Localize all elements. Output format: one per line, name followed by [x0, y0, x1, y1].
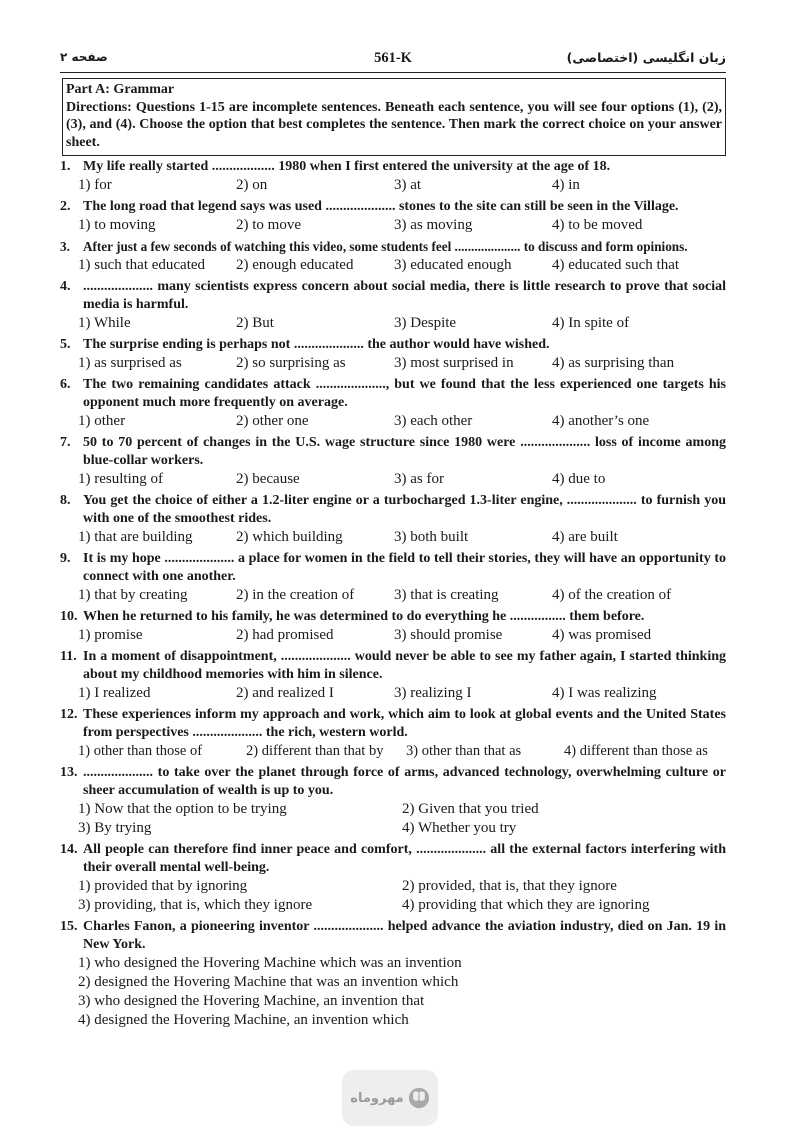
question-text: The long road that legend says was used .................... stones to the site can still be seen in the Village. — [83, 199, 679, 214]
option-1[interactable]: 1) that by creating — [78, 587, 188, 603]
questions-list — [60, 158, 726, 1030]
question-14 — [60, 841, 726, 915]
option-1[interactable]: 1) as surprised as — [78, 355, 182, 371]
option-3[interactable]: 3) who designed the Hovering Machine, an invention that — [78, 993, 425, 1009]
question-number: 15. — [60, 919, 78, 934]
question-number: 8. — [60, 493, 71, 508]
question-text: 50 to 70 percent of changes in the U.S. wage structure since 1980 were .................... loss of income among blue-collar workers. — [83, 435, 726, 468]
option-3[interactable]: 3) most surprised in — [394, 355, 514, 371]
option-4[interactable]: 4) in — [552, 177, 580, 193]
question-9 — [60, 550, 726, 605]
question-number: 7. — [60, 435, 71, 450]
option-2[interactable]: 2) because — [236, 471, 300, 487]
question-10 — [60, 608, 726, 645]
option-4[interactable]: 4) was promised — [552, 627, 652, 643]
question-number: 6. — [60, 377, 71, 392]
option-3[interactable]: 3) providing, that is, which they ignore — [78, 897, 313, 913]
option-4[interactable]: 4) to be moved — [552, 217, 643, 233]
option-1[interactable]: 1) for — [78, 177, 112, 193]
option-1[interactable]: 1) other than those of — [78, 743, 203, 759]
option-2[interactable]: 2) Given that you tried — [402, 801, 539, 817]
section-title: Part A: Grammar — [66, 82, 175, 97]
question-text: Charles Fanon, a pioneering inventor .................... helped advance the aviation industry, died on Jan. 19 in New York. — [83, 919, 726, 952]
option-1[interactable]: 1) other — [78, 413, 126, 429]
option-2[interactable]: 2) in the creation of — [236, 587, 355, 603]
option-1[interactable]: 1) resulting of — [78, 471, 163, 487]
option-4[interactable]: 4) another’s one — [552, 413, 650, 429]
option-3[interactable]: 3) at — [394, 177, 422, 193]
question-1 — [60, 158, 726, 195]
option-4[interactable]: 4) different than those as — [564, 743, 708, 759]
question-5 — [60, 336, 726, 373]
option-3[interactable]: 3) should promise — [394, 627, 503, 643]
question-number: 13. — [60, 765, 78, 780]
option-3[interactable]: 3) each other — [394, 413, 473, 429]
question-text: All people can therefore find inner peace and comfort, .................... all the external factors interfering with their overall mental well-being. — [83, 842, 726, 875]
question-6 — [60, 376, 726, 431]
exam-code: 561-K — [374, 50, 412, 66]
question-2 — [60, 198, 726, 235]
option-2[interactable]: 2) enough educated — [236, 257, 354, 273]
question-number: 14. — [60, 842, 78, 857]
butterfly-icon — [408, 1087, 430, 1109]
question-number: 2. — [60, 199, 71, 214]
option-1[interactable]: 1) who designed the Hovering Machine which was an invention — [78, 955, 462, 971]
option-2[interactable]: 2) on — [236, 177, 268, 193]
option-2[interactable]: 2) provided, that is, that they ignore — [402, 878, 617, 894]
subject-title: زبان انگلیسی (اختصاصی) — [566, 50, 726, 65]
option-2[interactable]: 2) different than that by — [246, 743, 384, 759]
option-2[interactable]: 2) which building — [236, 529, 343, 545]
option-4[interactable]: 4) In spite of — [552, 315, 630, 331]
question-number: 5. — [60, 337, 71, 352]
question-text: The surprise ending is perhaps not .................... the author would have wished. — [83, 337, 550, 352]
option-1[interactable]: 1) provided that by ignoring — [78, 878, 248, 894]
option-4[interactable]: 4) I was realizing — [552, 685, 657, 701]
option-2[interactable]: 2) had promised — [236, 627, 334, 643]
question-text: .................... to take over the planet through force of arms, advanced technology, overwhelming culture or sheer accumulation of wealth is up to you. — [83, 765, 726, 798]
question-4 — [60, 278, 726, 333]
option-4[interactable]: 4) educated such that — [552, 257, 680, 273]
option-1[interactable]: 1) that are building — [78, 529, 193, 545]
option-1[interactable]: 1) to moving — [78, 217, 156, 233]
header-rule — [60, 72, 726, 73]
option-4[interactable]: 4) due to — [552, 471, 606, 487]
option-4[interactable]: 4) as surprising than — [552, 355, 675, 371]
question-text: After just a few seconds of watching this video, some students feel .................... to discuss and form opinions. — [83, 239, 688, 254]
question-7 — [60, 434, 726, 489]
question-number: 9. — [60, 551, 71, 566]
option-1[interactable]: 1) such that educated — [78, 257, 206, 273]
publisher-name: مهروماه — [350, 1090, 404, 1106]
option-1[interactable]: 1) While — [78, 315, 131, 331]
question-number: 11. — [60, 649, 77, 664]
question-15 — [60, 918, 726, 1030]
question-text: It is my hope .................... a place for women in the field to tell their stories, they will have an opportunity to connect with one another. — [83, 551, 726, 584]
question-11 — [60, 648, 726, 703]
option-3[interactable]: 3) realizing I — [394, 685, 472, 701]
question-3 — [60, 238, 726, 275]
question-12 — [60, 706, 726, 761]
question-number: 12. — [60, 707, 78, 722]
directions-text: Directions: Questions 1-15 are incomplete sentences. Beneath each sentence, you will see four options (1), (2), (3), and (4). Choose the option that best completes the sentence. Then mark the correct choice on your answer sheet. — [66, 99, 722, 150]
option-3[interactable]: 3) Despite — [394, 315, 457, 331]
option-2[interactable]: 2) to move — [236, 217, 301, 233]
directions-box — [62, 78, 726, 156]
question-text: You get the choice of either a 1.2-liter engine or a turbocharged 1.3-liter engine, .................... to furnish you with one of the smoothest rides. — [83, 493, 726, 526]
option-2[interactable]: 2) and realized I — [236, 685, 334, 701]
page-header — [60, 50, 726, 70]
option-3[interactable]: 3) educated enough — [394, 257, 512, 273]
question-13 — [60, 764, 726, 838]
option-4[interactable]: 4) are built — [552, 529, 618, 545]
question-text: These experiences inform my approach and work, which aim to look at global events and the United States from perspectives .................... the rich, western world. — [83, 707, 726, 740]
option-4[interactable]: 4) designed the Hovering Machine, an invention which — [78, 1012, 409, 1028]
option-3[interactable]: 3) as for — [394, 471, 444, 487]
question-8 — [60, 492, 726, 547]
option-1[interactable]: 1) Now that the option to be trying — [78, 801, 287, 817]
publisher-logo — [342, 1070, 438, 1126]
option-2[interactable]: 2) But — [236, 315, 274, 331]
option-2[interactable]: 2) other one — [236, 413, 309, 429]
question-number: 1. — [60, 159, 71, 174]
question-number: 3. — [60, 239, 70, 254]
question-text: .................... many scientists express concern about social media, there is little research to prove that social media is harmful. — [83, 279, 726, 312]
option-3[interactable]: 3) both built — [394, 529, 469, 545]
option-3[interactable]: 3) that is creating — [394, 587, 499, 603]
question-number: 10. — [60, 609, 78, 624]
option-3[interactable]: 3) as moving — [394, 217, 473, 233]
option-1[interactable]: 1) promise — [78, 627, 143, 643]
question-text: My life really started .................. 1980 when I first entered the university at the age of 18. — [83, 159, 611, 174]
option-2[interactable]: 2) so surprising as — [236, 355, 346, 371]
option-2[interactable]: 2) designed the Hovering Machine that was an invention which — [78, 974, 459, 990]
option-4[interactable]: 4) providing that which they are ignoring — [402, 897, 650, 913]
option-4[interactable]: 4) Whether you try — [402, 820, 517, 836]
question-text: In a moment of disappointment, .................... would never be able to see my father again, I started thinking about my childhood memories with him in silence. — [83, 649, 726, 682]
option-3[interactable]: 3) By trying — [78, 820, 152, 836]
question-text: When he returned to his family, he was determined to do everything he ................ them before. — [83, 609, 645, 624]
page-number-label: صفحه ۲ — [60, 50, 108, 64]
question-number: 4. — [60, 279, 71, 294]
option-1[interactable]: 1) I realized — [78, 685, 151, 701]
option-3[interactable]: 3) other than that as — [406, 743, 522, 759]
question-text: The two remaining candidates attack ...................., but we found that the less experienced one targets his opponent much more frequently on average. — [83, 377, 726, 410]
option-4[interactable]: 4) of the creation of — [552, 587, 672, 603]
